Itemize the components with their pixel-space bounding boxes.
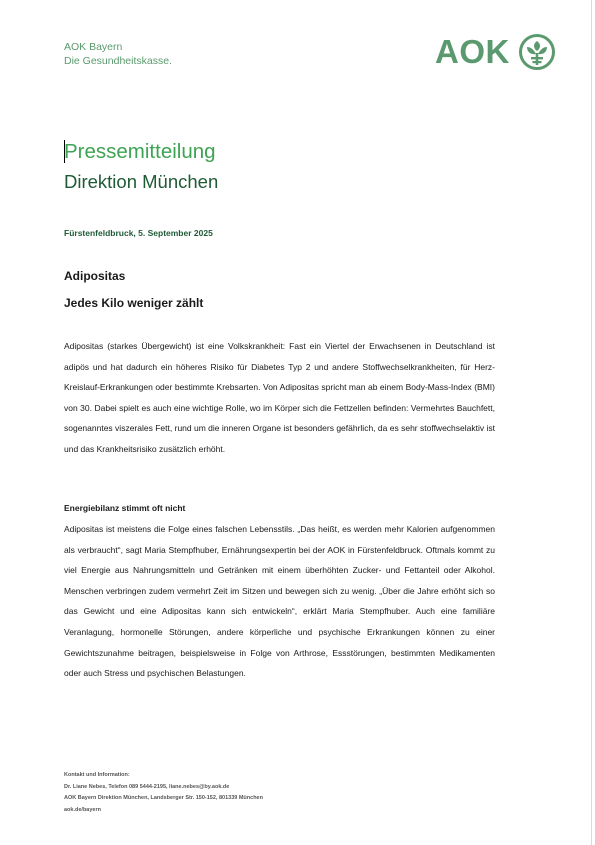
org-tagline: Die Gesundheitskasse. [64, 54, 172, 67]
footer-website: aok.de/bayern [64, 806, 101, 813]
body-paragraph-2: Adipositas ist meistens die Folge eines falschen Lebensstils. „Das heißt, es werden mehr Kalorien aufgenommen als verbraucht“, sagt Maria Stempfhuber, Ernährungsexpertin bei der AOK in Fürstenfeldbruck. Oftmals kommt zu viel Energie aus Nahrungsmitteln und Getränken mit einem überhöhten Zucker- und Fettanteil oder Alkohol. Menschen verbringen zudem vermehrt Zeit im Sitzen und bewegen sich zu wenig. „Über die Jahre erhöht sich so das Gewicht und eine Adipositas kann sich entwickeln“, erklärt Maria Stempfhuber. Auch eine familiäre Veranlagung, hormonelle Störungen, andere körperliche und psychische Erkrankungen können zu einer Gewichtszunahme beitragen, beispielsweise in Folge von Arthrose, Essstörungen, bestimmten Medikamenten oder auch Stress und psychischen Belastungen. [64, 524, 495, 679]
footer-address: AOK Bayern Direktion München, Landsberger Str. 150-152, 801339 München [64, 795, 263, 801]
document-type-heading: Pressemitteilung [64, 140, 216, 163]
logo-text: AOK [435, 33, 510, 70]
page-edge [591, 0, 592, 845]
organization-name [64, 41, 172, 68]
article-subtitle: Jedes Kilo weniger zählt [64, 296, 204, 310]
contact-footer [64, 770, 263, 816]
aok-tree-icon [518, 33, 556, 71]
directorate-heading: Direktion München [64, 171, 219, 192]
footer-contact: Dr. Liane Nebes, Telefon 089 5444-2195, liane.nebes@by.aok.de [64, 783, 230, 790]
article-title: Adipositas [64, 269, 126, 283]
footer-label: Kontakt und Information: [64, 772, 130, 778]
body-paragraph-1: Adipositas (starkes Übergewicht) ist eine Volkskrankheit: Fast ein Viertel der Erwachsenen in Deutschland ist adipös und hat dadurch ein höheres Risiko für Diabetes Typ 2 und andere Stoffwechselkrankheiten, für Herz-Kreislauf-Erkrankungen oder bestimmte Krebsarten. Von Adipositas spricht man ab einem Body-Mass-Index (BMI) von 30. Dabei spielt es auch eine wichtige Rolle, wo im Körper sich die Fettzellen befinden: Vermehrtes Bauchfett, sogenanntes viszerales Fett, rund um die inneren Organe ist besonders gefährlich, da es sehr stoffwechselaktiv ist und das Krankheitsrisiko zusätzlich erhöht. [64, 341, 495, 454]
dateline: Fürstenfeldbruck, 5. September 2025 [64, 228, 213, 238]
org-name: AOK Bayern [64, 41, 123, 53]
section-subheading: Energiebilanz stimmt oft nicht [64, 503, 186, 513]
aok-logo [435, 31, 557, 73]
